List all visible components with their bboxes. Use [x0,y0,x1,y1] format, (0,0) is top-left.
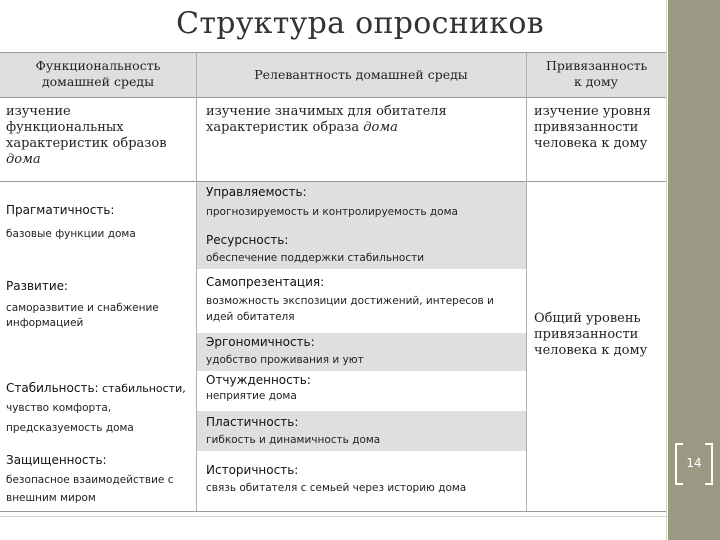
col1-item-security [0,453,196,511]
relevance-description-emphasis: дома [363,120,398,135]
item-description: безопасное взаимодействие с внешним миром [6,474,174,504]
functionality-description [0,97,196,181]
table-rule [0,181,666,182]
survey-structure-table [0,52,666,511]
item-description: саморазвитие и снабжение информацией [6,302,159,329]
item-description: чувство комфорта, предсказуемость дома [6,402,134,434]
bracket-left-icon [675,443,683,485]
item-label: Управляемость: [206,185,307,199]
table-rule [526,53,527,511]
functionality-description-emphasis: дома [6,152,41,167]
header-functionality: Функциональность домашней среды [0,53,196,97]
col2-item-controllability [196,181,526,223]
attachment-description: изучение уровня привязанности человека к дому [534,104,651,151]
header-relevance: Релевантность домашней среды [196,53,526,97]
col2-item-historicity [196,451,526,511]
item-description: возможность экспозиции достижений, интересов и идей обитателя [206,295,494,323]
item-description: гибкость и динамичность дома [206,434,381,446]
col2-item-ergonomics [196,333,526,371]
item-description: удобство проживания и уют [206,354,364,366]
attachment-general-level: Общий уровень привязанности человека к дому [534,311,648,358]
item-description: неприятие дома [206,390,297,402]
col1-item-development [0,279,196,349]
header-attachment: Привязанность к дому [526,53,666,97]
col1-item-stability [0,381,196,449]
item-description: обеспечение поддержки стабильности [206,252,425,264]
relevance-description [196,97,526,181]
item-label-tail: стабильности, [98,382,186,395]
table-rule [196,53,197,511]
table-rule [0,511,666,512]
page-number-badge [675,443,713,483]
item-label: Отчужденность: [206,373,311,387]
functionality-description-text: изучение функциональных характеристик образов [6,104,167,151]
item-label: Защищенность: [6,453,107,467]
col2-item-self-presentation [196,269,526,333]
item-label: Эргономичность: [206,335,315,349]
table-rule [0,97,666,98]
frame-line [0,516,668,517]
item-label: Стабильность: [6,381,99,395]
item-description: связь обитателя с семьей через историю дома [206,482,467,494]
col1-item-pragmatism [0,203,196,253]
page-number: 14 [686,456,702,470]
col2-item-alienation [196,371,526,411]
item-label: Историчность: [206,463,299,477]
frame-line [666,0,667,540]
item-label: Развитие: [6,279,69,293]
col2-item-plasticity [196,411,526,451]
page-title: Структура опросников [176,6,544,41]
bracket-right-icon [705,443,713,485]
relevance-description-text: изучение значимых для обитателя характеристик образа [206,104,447,135]
col2-item-resourcefulness [196,223,526,269]
item-label: Ресурсность: [206,233,289,247]
item-description: прогнозируемость и контролируемость дома [206,206,458,218]
item-label: Самопрезентация: [206,275,325,289]
item-description: базовые функции дома [6,228,136,240]
item-label: Пластичность: [206,415,299,429]
item-label: Прагматичность: [6,203,115,217]
item-label-line [6,381,190,395]
